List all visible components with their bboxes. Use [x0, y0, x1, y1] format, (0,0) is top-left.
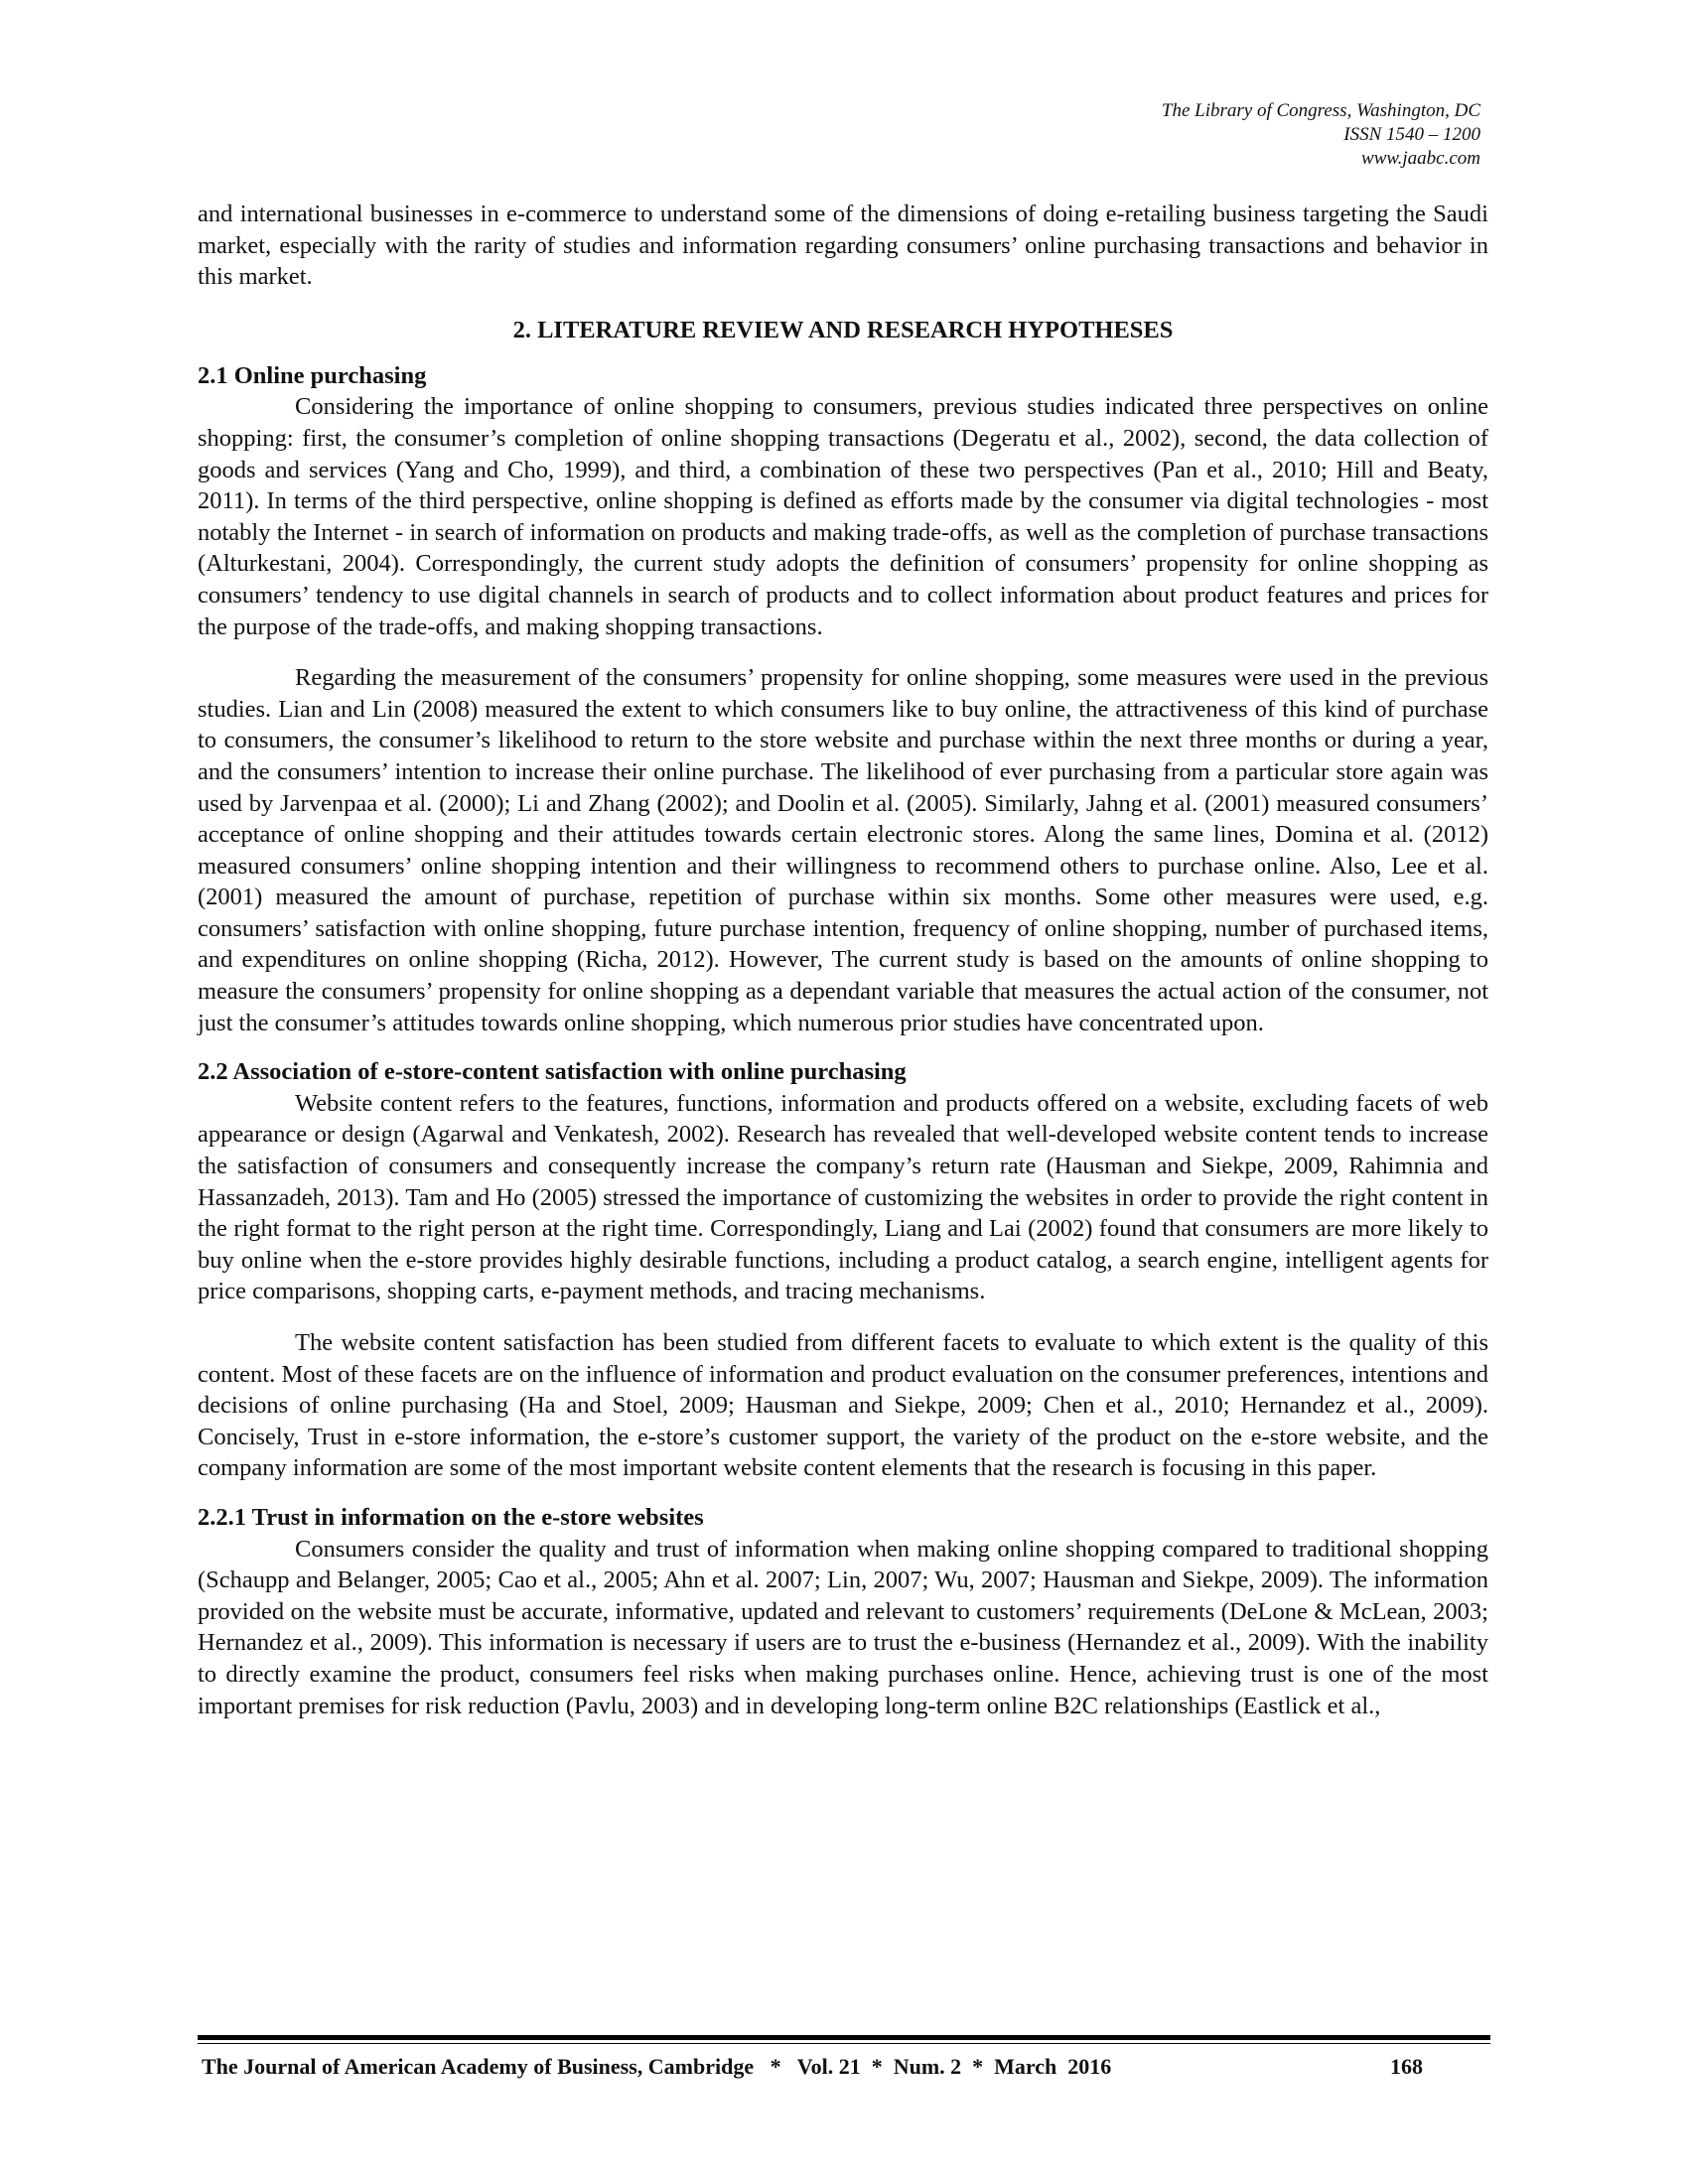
paragraph-2-2-a: Website content refers to the features, functions, information and products offered on a website, excluding facets of web appearance or design (Agarwal and Venkatesh, 2002). Research has revealed that well-developed website content tends to increase the satisfaction of consumers and consequently increase the company’s return rate (Hausman and Siekpe, 2009, Rahimnia and Hassanzadeh, 2013). Tam and Ho (2005) stressed the importance of customizing the websites in order to provide the right content in the right format to the right person at the right time. Correspondingly, Liang and Lai (2002) found that consumers are more likely to buy online when the e-store provides highly desirable functions, including a product catalog, a search engine, intelligent agents for price comparisons, shopping carts, e-payment methods, and tracing mechanisms.: [198, 1089, 1488, 1305]
footer-rule-thin: [198, 2043, 1490, 2044]
footer-rule-thick: [198, 2035, 1490, 2040]
header-library-line: The Library of Congress, Washington, DC: [1161, 100, 1480, 121]
paragraph-2-1-a: Considering the importance of online shopping to consumers, previous studies indicated three perspectives on online shopping: first, the consumer’s completion of online shopping transactions (Degeratu et al., 2002), second, the data collection of goods and services (Yang and Cho, 1999), and third, a combination of these two perspectives (Pan et al., 2010; Hill and Beaty, 2011). In terms of the third perspective, online shopping is defined as efforts made by the consumer via digital technologies - most notably the Internet - in search of information on products and making trade-offs, as well as the completion of purchase transactions (Alturkestani, 2004). Correspondingly, the current study adopts the definition of consumers’ propensity for online shopping as consumers’ tendency to use digital channels in search of products and to collect information about product features and prices for the purpose of the trade-offs, and making shopping transactions.: [198, 393, 1488, 640]
page-footer: [198, 2035, 1490, 2080]
footer-journal-citation: The Journal of American Academy of Business, Cambridge * Vol. 21 * Num. 2 * March 2016: [202, 2054, 1112, 2079]
paragraph-2-1-b: Regarding the measurement of the consumers’ propensity for online shopping, some measures were used in the previous studies. Lian and Lin (2008) measured the extent to which consumers like to buy online, the attractiveness of this kind of purchase to consumers, the consumer’s likelihood to return to the store website and purchase within the next three months or during a year, and the consumers’ intention to increase their online purchase. The likelihood of ever purchasing from a particular store again was used by Jarvenpaa et al. (2000); Li and Zhang (2002); and Doolin et al. (2005). Similarly, Jahng et al. (2001) measured consumers’ acceptance of online shopping and their attitudes towards certain electronic stores. Along the same lines, Domina et al. (2012) measured consumers’ online shopping intention and their willingness to recommend others to purchase online. Also, Lee et al. (2001) measured the amount of purchase, repetition of purchase within six months. Some other measures were used, e.g. consumers’ satisfaction with online shopping, future purchase intention, frequency of online shopping, number of purchased items, and expenditures on online shopping (Richa, 2012). However, The current study is based on the amounts of online shopping to measure the consumers’ propensity for online shopping as a dependant variable that measures the actual action of the consumer, not just the consumer’s attitudes towards online shopping, which numerous prior studies have concentrated upon.: [198, 664, 1488, 1036]
page-body: [198, 199, 1488, 1721]
intro-paragraph: and international businesses in e-commerce to understand some of the dimensions of doing e-retailing business targeting the Saudi market, especially with the rarity of studies and information regarding consumers’ online purchasing transactions and behavior in this market.: [198, 201, 1488, 291]
paragraph-2-2-1-a: Consumers consider the quality and trust of information when making online shopping compared to traditional shopping (Schaupp and Belanger, 2005; Cao et al., 2005; Ahn et al. 2007; Lin, 2007; Wu, 2007; Hausman and Siekpe, 2009). The information provided on the website must be accurate, informative, updated and relevant to customers’ requirements (DeLone & McLean, 2003; Hernandez et al., 2009). This information is necessary if users are to trust the e-business (Hernandez et al., 2009). With the inability to directly examine the product, consumers feel risks when making purchases online. Hence, achieving trust is one of the most important premises for risk reduction (Pavlu, 2003) and in developing long-term online B2C relationships (Eastlick et al.,: [198, 1535, 1488, 1719]
subsection-heading-2-1: 2.1 Online purchasing: [198, 361, 427, 389]
footer-row: [198, 2054, 1490, 2080]
header-issn-line: ISSN 1540 – 1200: [1343, 124, 1480, 145]
subsection-heading-2-2: 2.2 Association of e-store-content satisfaction with online purchasing: [198, 1058, 907, 1086]
section-title: 2. LITERATURE REVIEW AND RESEARCH HYPOTHESES: [512, 316, 1174, 343]
running-header: [1162, 99, 1480, 171]
header-website-line: www.jaabc.com: [1361, 148, 1480, 169]
subsection-heading-2-2-1: 2.2.1 Trust in information on the e-store websites: [198, 1503, 704, 1531]
paragraph-2-2-b: The website content satisfaction has been studied from different facets to evaluate to which extent is the quality of this content. Most of these facets are on the influence of information and product evaluation on the consumer preferences, intentions and decisions of online purchasing (Ha and Stoel, 2009; Hausman and Siekpe, 2009; Chen et al., 2010; Hernandez et al., 2009). Concisely, Trust in e-store information, the e-store’s customer support, the variety of the product on the e-store website, and the company information are some of the most important website content elements that the research is focusing in this paper.: [198, 1329, 1488, 1482]
page-number: 168: [1390, 2054, 1423, 2079]
